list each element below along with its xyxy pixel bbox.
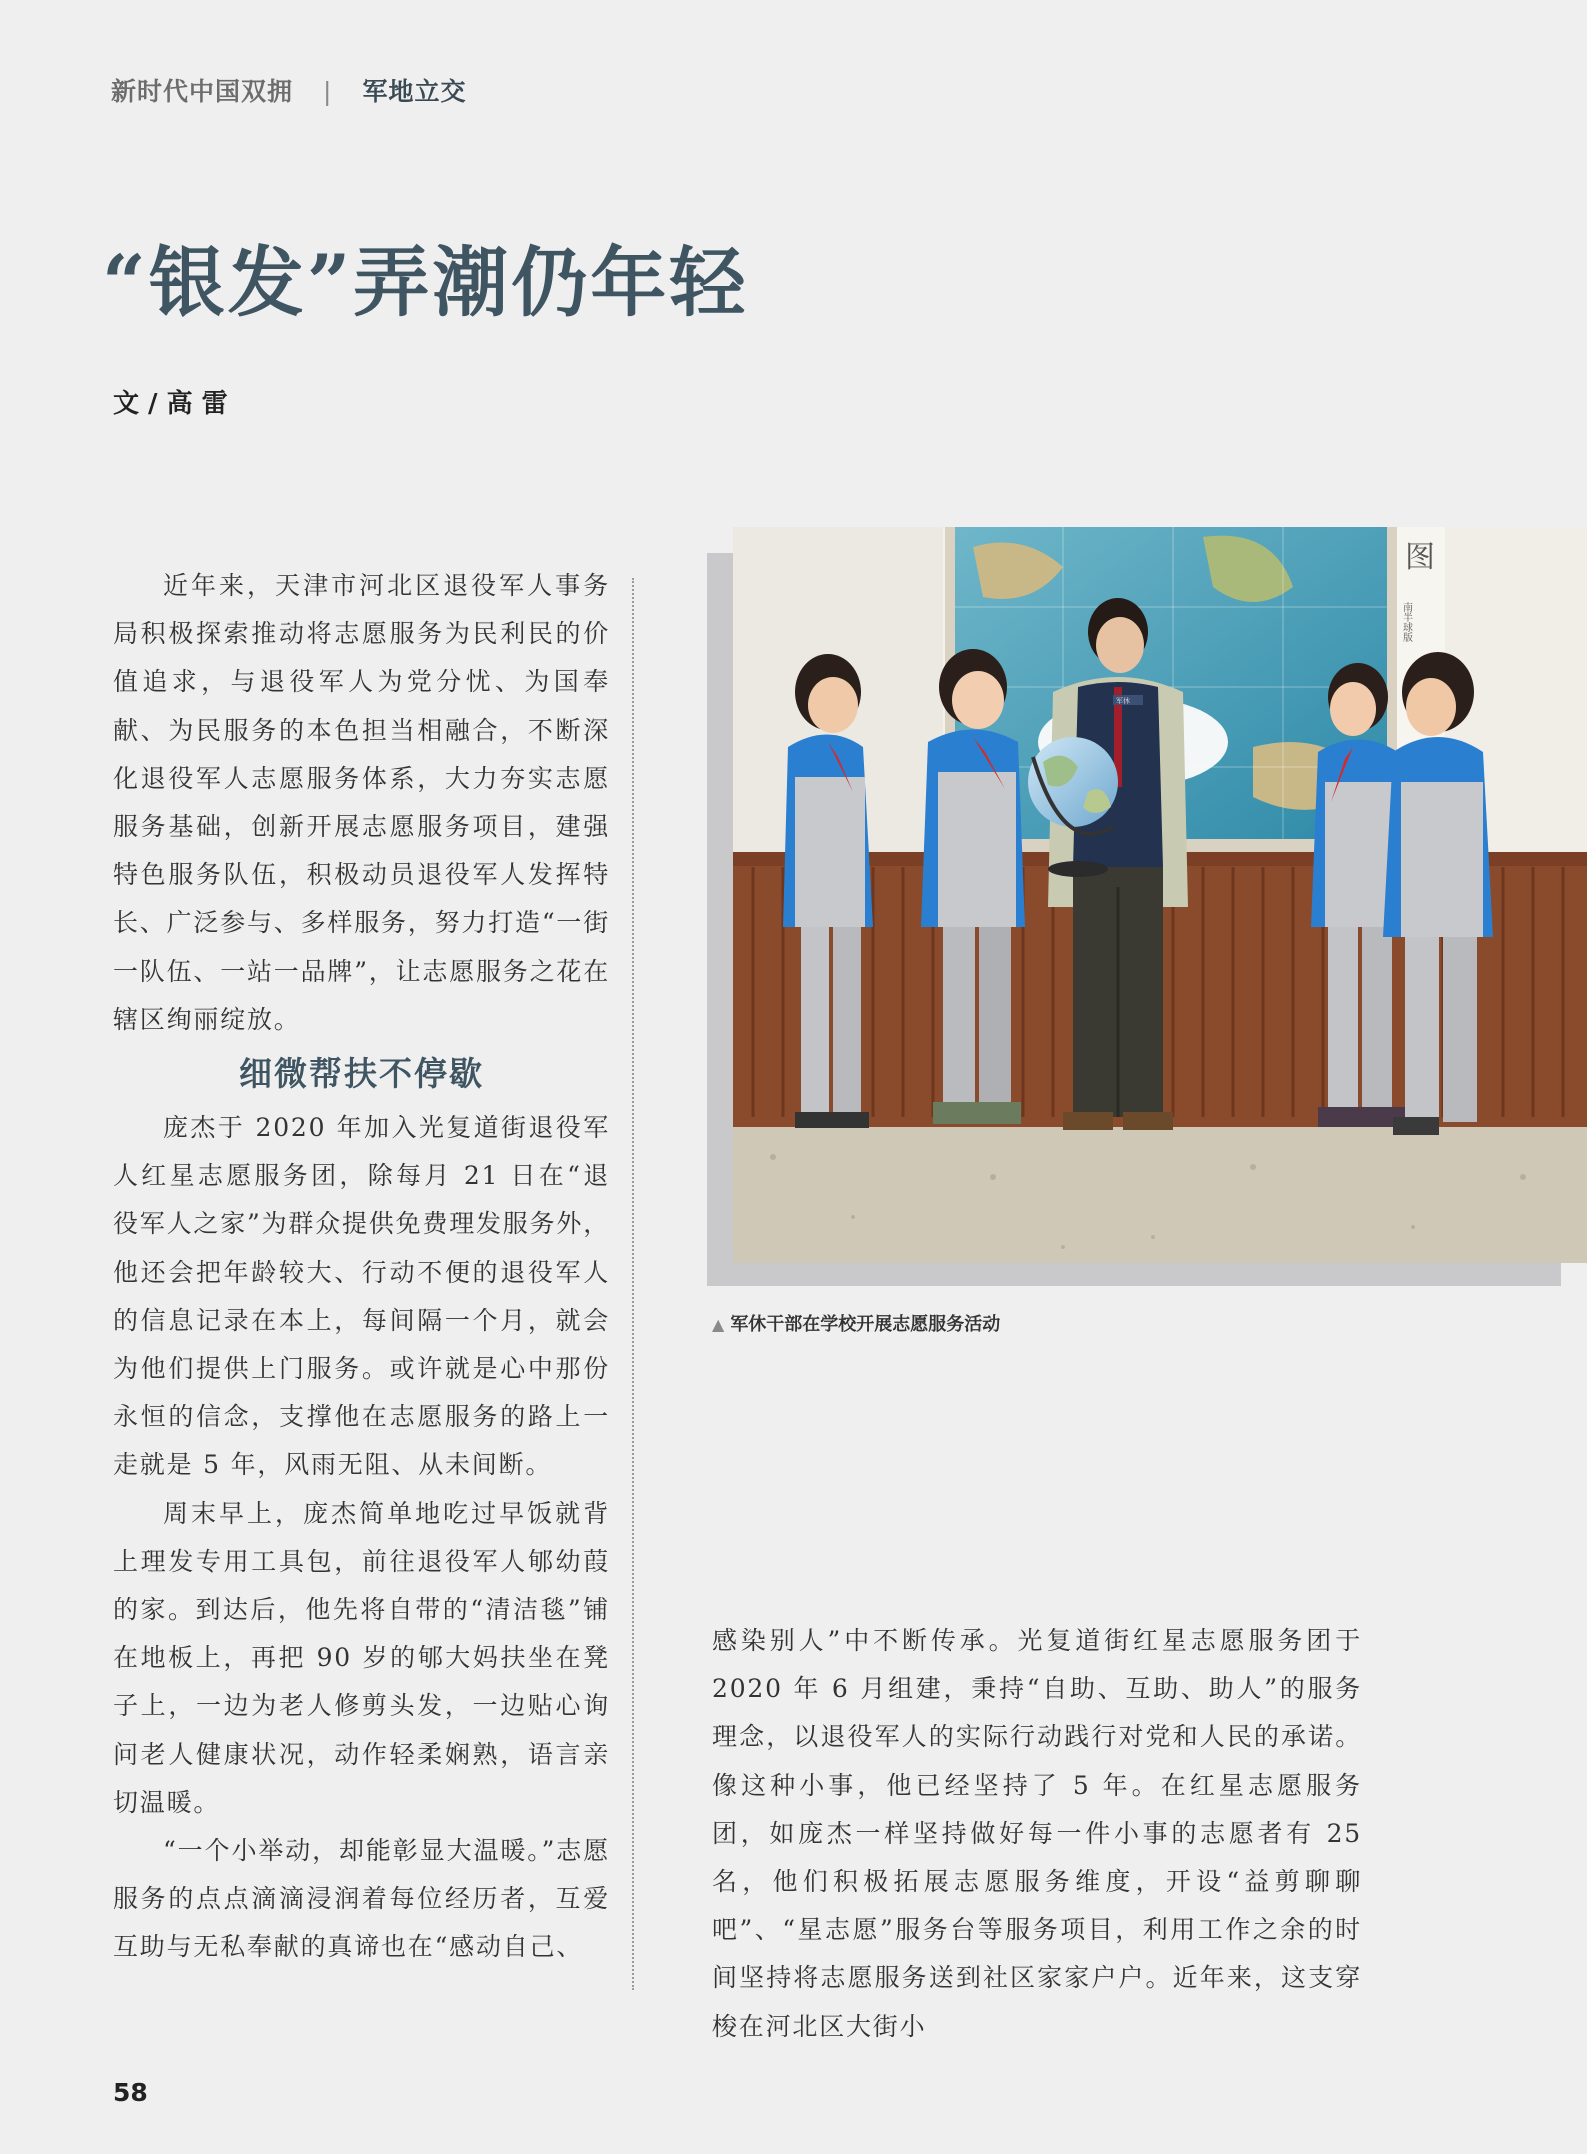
map-title-glyph: 图 — [1405, 540, 1435, 575]
intro-paragraph: 近年来，天津市河北区退役军人事务局积极探索推动将志愿服务为民利民的价值追求，与退役军人为党分忧、为国奉献、为民服务的本色担当相融合，不断深化退役军人志愿服务体系，大力夯实志愿服务基础，创新开展志愿服务项目，建强特色服务队伍，积极动员退役军人发挥特长、广泛参与、多样服务，努力打造“一街一队伍、一站一品牌”，让志愿服务之花在辖区绚丽绽放。 — [113, 571, 610, 1034]
page-header — [111, 72, 466, 108]
page-number: 58 — [113, 2078, 148, 2107]
header-separator: | — [323, 77, 333, 106]
article-title: “银发”弄潮仍年轻 — [102, 238, 749, 327]
photo-caption — [712, 1310, 1000, 1336]
body-paragraph: 周末早上，庞杰简单地吃过早饭就背上理发专用工具包，前往退役军人郇幼葭的家。到达后，他先将自带的“清洁毯”铺在地板上，再把 90 岁的郇大妈扶坐在凳子上，一边为老人修剪头发，一边贴心询问老人健康状况，动作轻柔娴熟，语言亲切温暖。 — [113, 1498, 610, 1817]
caption-marker-icon: ▲ — [712, 1315, 725, 1334]
uniform-badge: 军休 — [1116, 697, 1130, 705]
section-name: 新时代中国双拥 — [111, 77, 294, 106]
column-divider — [632, 578, 634, 1990]
column-name: 军地立交 — [362, 77, 467, 106]
volunteer-photo — [733, 527, 1587, 1263]
body-paragraph: 庞杰于 2020 年加入光复道街退役军人红星志愿服务团，除每月 21 日在“退役军人之家”为群众提供免费理发服务外，他还会把年龄较大、行动不便的退役军人的信息记录在本上，每间隔一个月，就会为他们提供上门服务。或许就是心中那份永恒的信念，支撑他在志愿服务的路上一走就是 5 年，风雨无阻、从未间断。 — [113, 1113, 610, 1480]
right-text-column — [712, 1617, 1362, 2051]
article-author: 文 / 高 雷 — [113, 389, 228, 419]
subheading: 细微帮扶不停歇 — [239, 1054, 484, 1094]
left-text-column — [113, 562, 610, 1972]
map-subtitle: 南半球版 — [1400, 602, 1412, 642]
body-paragraph: 感染别人”中不断传承。光复道街红星志愿服务团于 2020 年 6 月组建，秉持“自助、互助、助人”的服务理念，以退役军人的实际行动践行对党和人民的承诺。像这种小事，他已经坚持了 5 年。在红星志愿服务团，如庞杰一样坚持做好每一件小事的志愿者有 25 名，他们积极拓展志愿服务维度，开设“益剪聊聊吧”、“星志愿”服务台等服务项目，利用工作之余的时间坚持将志愿服务送到社区家家户户。近年来，这支穿梭在河北区大街小 — [712, 1626, 1362, 2041]
caption-text: 军休干部在学校开展志愿服务活动 — [730, 1314, 1001, 1335]
body-paragraph: “一个小举动，却能彰显大温暖。”志愿服务的点点滴滴浸润着每位经历者，互爱互助与无私奉献的真谛也在“感动自己、 — [113, 1836, 610, 1962]
